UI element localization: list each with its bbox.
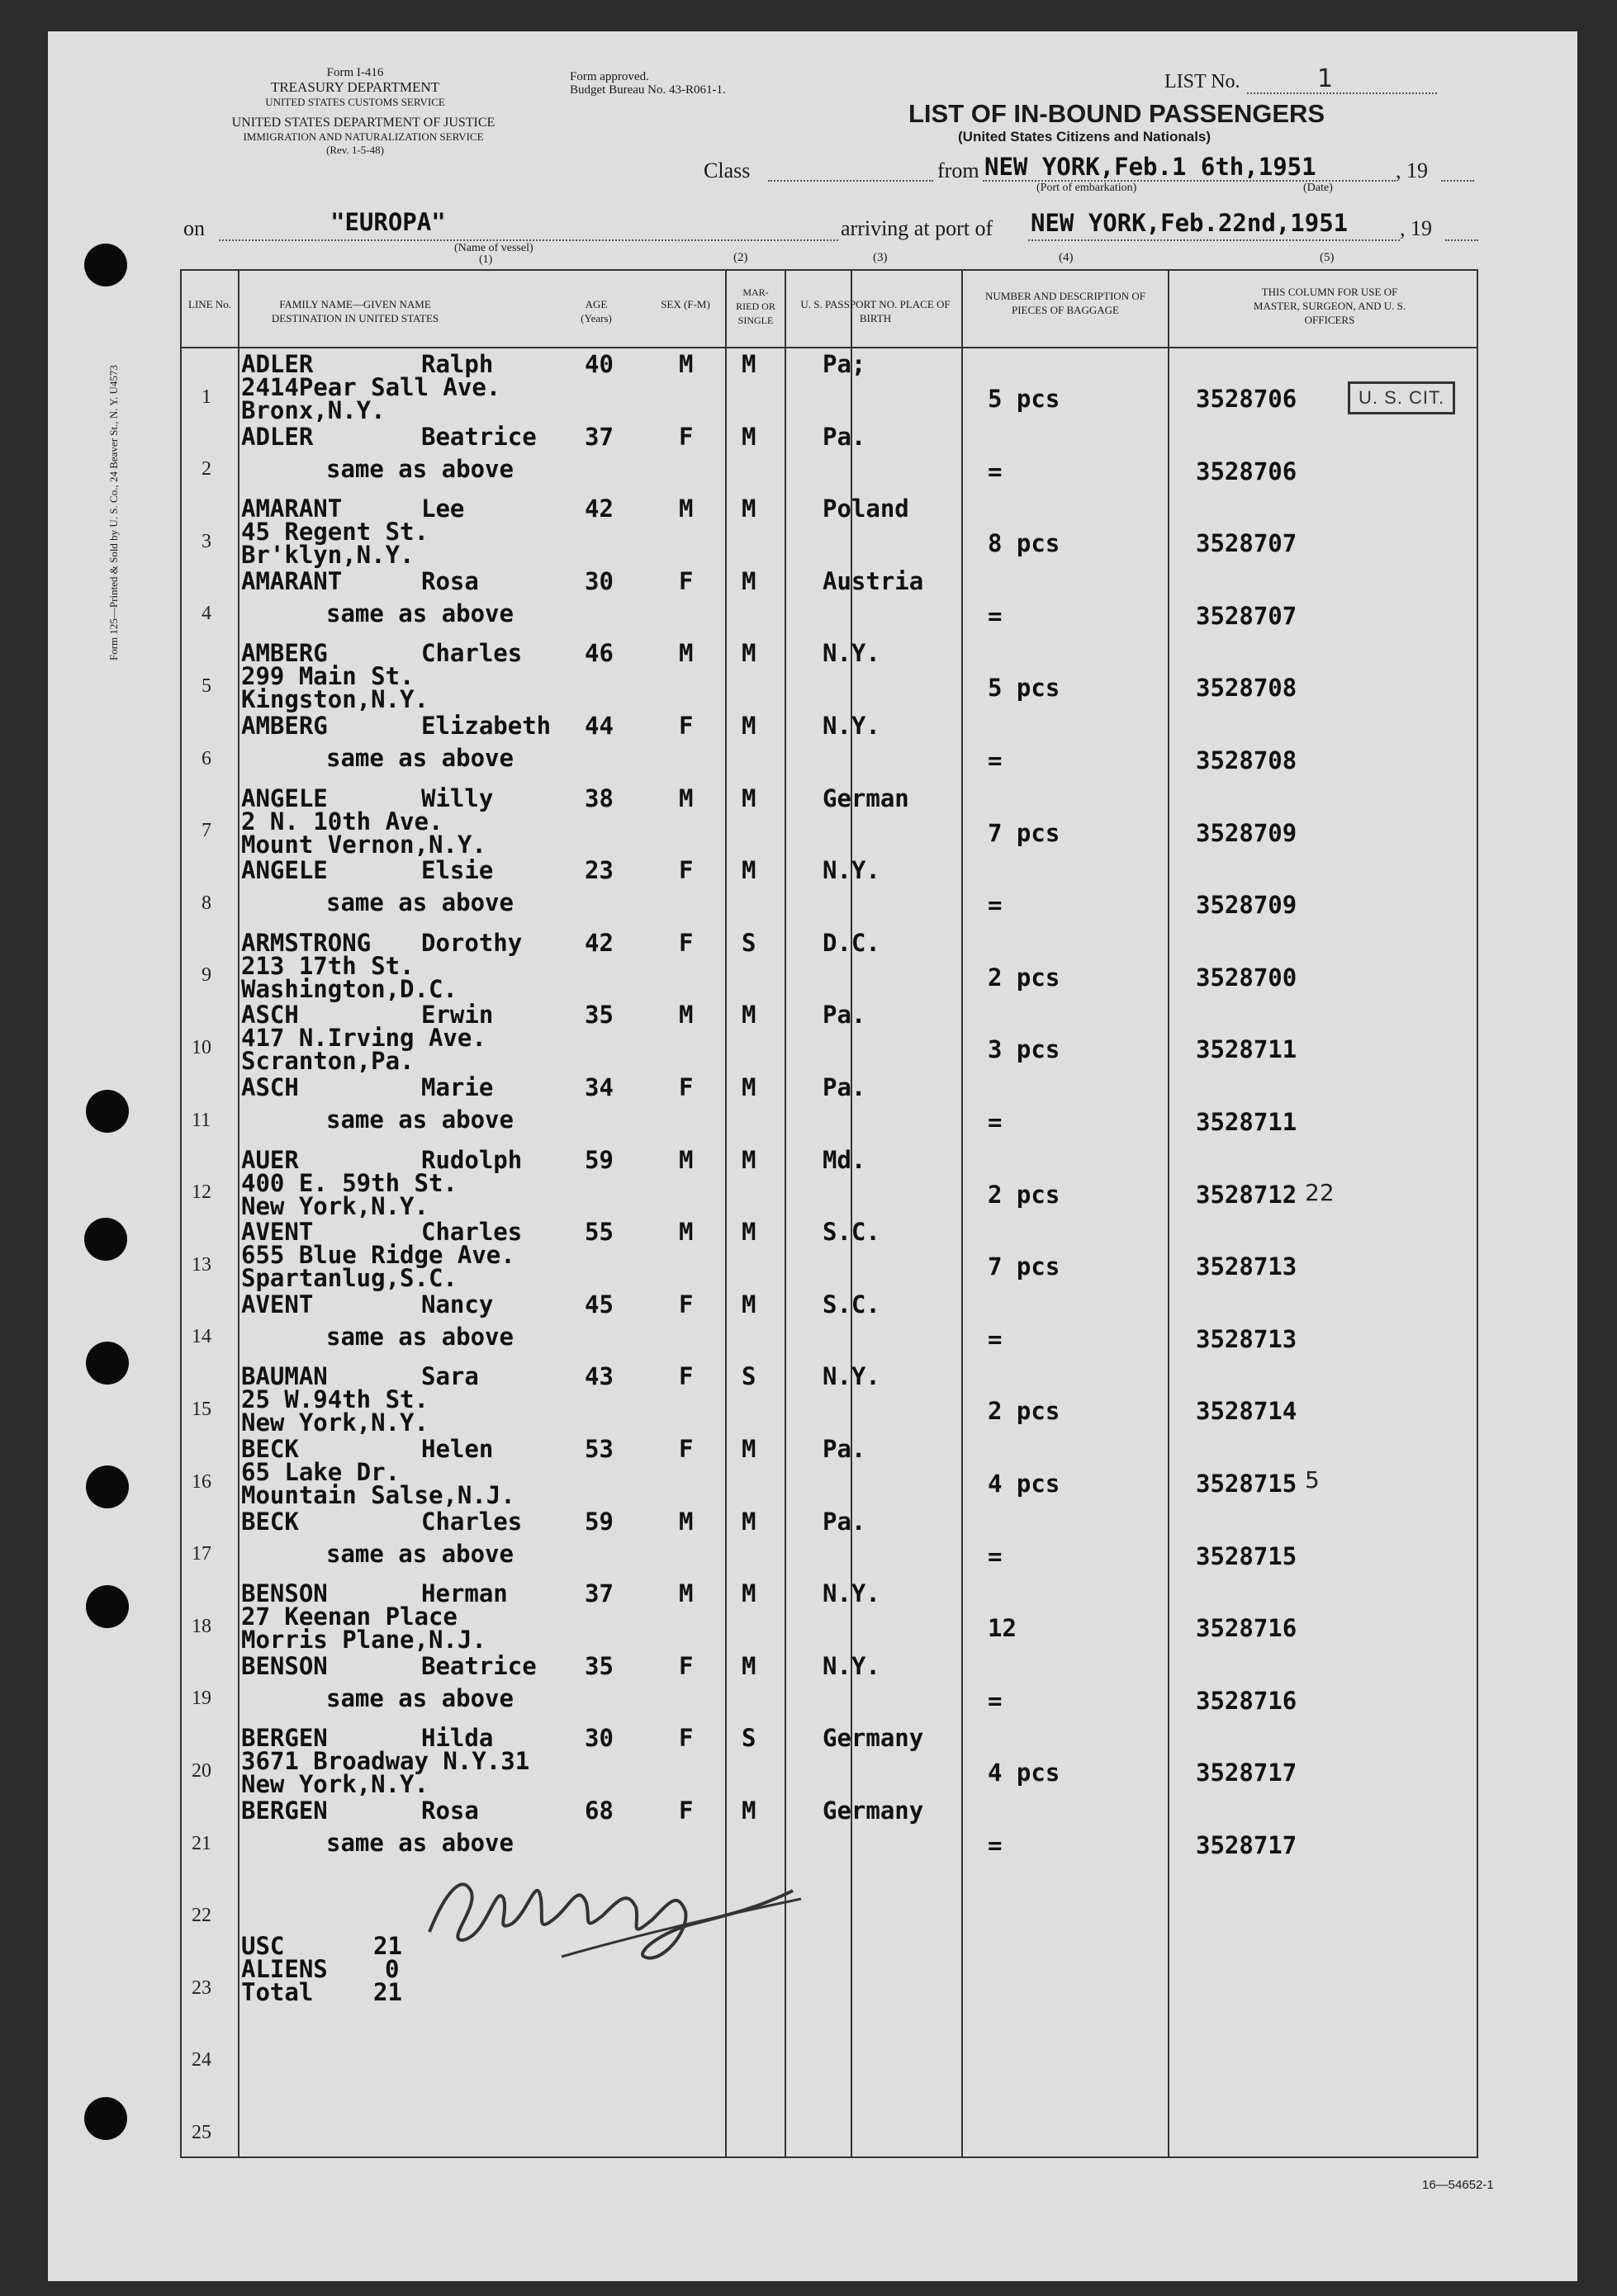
cell-birth: N.Y. bbox=[823, 1651, 880, 1680]
line-number: 7 bbox=[202, 820, 211, 842]
cell-age: 45 bbox=[585, 1290, 614, 1318]
cell-address-line1: 27 Keenan Place bbox=[241, 1602, 458, 1631]
line-number: 24 bbox=[192, 2049, 211, 2071]
cell-address-line2: Morris Plane,N.J. bbox=[241, 1626, 486, 1655]
cell-address-line2: New York,N.Y. bbox=[241, 1408, 429, 1437]
cell-birth: Pa. bbox=[823, 1073, 866, 1101]
cell-age: 37 bbox=[585, 422, 614, 451]
cell-sex: F bbox=[679, 712, 694, 740]
form-revision: (Rev. 1-5-48) bbox=[326, 144, 384, 156]
cell-family: BECK bbox=[241, 1435, 299, 1463]
line-number: 5 bbox=[202, 675, 211, 697]
cell-ms: S bbox=[742, 928, 756, 957]
cell-family: BECK bbox=[241, 1507, 299, 1536]
dept-ins: IMMIGRATION AND NATURALIZATION SERVICE bbox=[243, 130, 484, 143]
cell-family: ASCH bbox=[241, 1073, 299, 1101]
line-number: 4 bbox=[202, 603, 211, 625]
cell-family: BERGEN bbox=[241, 1797, 328, 1825]
cell-address-line1: 417 N.Irving Ave. bbox=[241, 1024, 486, 1053]
cell-sex: M bbox=[679, 1001, 694, 1030]
handwritten-id-suffix: 5 bbox=[1305, 1466, 1320, 1494]
cell-family: ASCH bbox=[241, 1001, 299, 1030]
col-num: (4) bbox=[1059, 251, 1074, 264]
col-header-married: MAR-RIED OR SINGLE bbox=[736, 286, 775, 326]
cell-birth: Germany bbox=[823, 1797, 924, 1825]
cell-officer-id: 3528709 bbox=[1196, 818, 1297, 847]
cell-address-line2: New York,N.Y. bbox=[241, 1191, 429, 1220]
cell-baggage: 5 pcs bbox=[988, 674, 1060, 703]
total-usc-value: 21 bbox=[373, 1932, 402, 1960]
date-caption: (Date) bbox=[1303, 182, 1333, 194]
cell-baggage: 12 bbox=[988, 1614, 1017, 1643]
cell-address-line1: 3671 Broadway N.Y.31 bbox=[241, 1747, 530, 1776]
cell-birth: Pa. bbox=[823, 1001, 866, 1030]
cell-family: AVENT bbox=[241, 1218, 314, 1247]
line-number: 22 bbox=[192, 1905, 211, 1927]
col-num: (5) bbox=[1320, 251, 1335, 264]
cell-birth: Pa; bbox=[823, 350, 866, 378]
line-number: 11 bbox=[192, 1109, 211, 1131]
cell-given: Elsie bbox=[421, 856, 494, 885]
cell-given: Marie bbox=[421, 1073, 494, 1101]
cell-sex: F bbox=[679, 1290, 694, 1318]
cell-address-line1: same as above bbox=[326, 1105, 514, 1134]
cell-ms: M bbox=[742, 422, 756, 451]
cell-age: 35 bbox=[585, 1651, 614, 1680]
cell-officer-id: 3528707 bbox=[1196, 529, 1297, 558]
cell-family: ANGELE bbox=[241, 856, 328, 885]
form-approved: Form approved. bbox=[570, 70, 649, 83]
handwritten-id-suffix: 22 bbox=[1305, 1179, 1335, 1206]
cell-age: 59 bbox=[585, 1507, 614, 1536]
cell-family: ADLER bbox=[241, 350, 314, 378]
cell-birth: N.Y. bbox=[823, 1579, 880, 1608]
cell-family: BENSON bbox=[241, 1579, 328, 1608]
form-number: Form I-416 bbox=[326, 66, 384, 79]
cell-address-line1: 213 17th St. bbox=[241, 951, 415, 980]
cell-address-line1: 2 N. 10th Ave. bbox=[241, 807, 443, 836]
cell-given: Hilda bbox=[421, 1724, 494, 1753]
cell-given: Charles bbox=[421, 1218, 523, 1247]
cell-family: AVENT bbox=[241, 1290, 314, 1318]
port-of-embarkation: NEW YORK,Feb.1 6th,1951 bbox=[984, 153, 1316, 181]
cell-sex: M bbox=[679, 1579, 694, 1608]
cell-address-line1: 25 W.94th St. bbox=[241, 1385, 429, 1414]
cell-given: Beatrice bbox=[421, 1651, 537, 1680]
cell-age: 46 bbox=[585, 639, 614, 668]
cell-sex: M bbox=[679, 1507, 694, 1536]
line-number: 3 bbox=[202, 530, 211, 552]
cell-birth: N.Y. bbox=[823, 1362, 880, 1391]
cell-baggage: = bbox=[988, 457, 1003, 485]
cell-address-line1: same as above bbox=[326, 744, 514, 772]
col-header-age: AGE (Years) bbox=[581, 298, 612, 324]
cell-officer-id: 3528717 bbox=[1196, 1759, 1297, 1787]
cell-family: ADLER bbox=[241, 422, 314, 451]
cell-address-line2: New York,N.Y. bbox=[241, 1770, 429, 1799]
cell-ms: M bbox=[742, 1507, 756, 1536]
cell-baggage: 8 pcs bbox=[988, 529, 1060, 558]
cell-sex: F bbox=[679, 856, 694, 885]
cell-age: 30 bbox=[585, 1724, 614, 1753]
cell-sex: F bbox=[679, 1435, 694, 1463]
cell-ms: M bbox=[742, 495, 756, 523]
col-header-baggage: NUMBER AND DESCRIPTION OF PIECES OF BAGGAGE bbox=[985, 290, 1145, 316]
cell-officer-id: 3528713 bbox=[1196, 1324, 1297, 1353]
cell-birth: Md. bbox=[823, 1145, 866, 1174]
vessel-name: "EUROPA" bbox=[330, 208, 446, 236]
cell-ms: M bbox=[742, 350, 756, 378]
cell-address-line1: same as above bbox=[326, 1322, 514, 1351]
col-num: (3) bbox=[873, 251, 888, 264]
cell-given: Rosa bbox=[421, 1797, 479, 1825]
cell-address-line1: same as above bbox=[326, 1683, 514, 1712]
cell-sex: M bbox=[679, 639, 694, 668]
cell-officer-id: 3528708 bbox=[1196, 746, 1297, 774]
cell-address-line1: 400 E. 59th St. bbox=[241, 1168, 458, 1197]
cell-ms: M bbox=[742, 639, 756, 668]
dept-treasury: TREASURY DEPARTMENT bbox=[270, 79, 440, 95]
col-header-line: LINE No. bbox=[188, 298, 231, 310]
cell-officer-id: 3528711 bbox=[1196, 1108, 1297, 1136]
cell-officer-id: 3528706 bbox=[1196, 457, 1297, 485]
col-header-name: FAMILY NAME—GIVEN NAME DESTINATION IN UNITED STATES bbox=[271, 298, 439, 324]
cell-sex: F bbox=[679, 422, 694, 451]
cell-family: ARMSTRONG bbox=[241, 928, 372, 957]
cell-ms: M bbox=[742, 566, 756, 595]
cell-officer-id: 3528712 bbox=[1196, 1180, 1297, 1209]
line-number: 6 bbox=[202, 747, 211, 769]
cell-age: 37 bbox=[585, 1579, 614, 1608]
cell-family: AMARANT bbox=[241, 495, 343, 523]
year-suffix: , 19 bbox=[1396, 159, 1428, 182]
cell-address-line2: Spartanlug,S.C. bbox=[241, 1264, 458, 1293]
cell-sex: F bbox=[679, 1724, 694, 1753]
punch-hole bbox=[84, 1218, 127, 1261]
cell-baggage: 2 pcs bbox=[988, 1397, 1060, 1426]
cell-age: 44 bbox=[585, 712, 614, 740]
cell-ms: M bbox=[742, 1797, 756, 1825]
cell-ms: M bbox=[742, 1001, 756, 1030]
cell-family: BERGEN bbox=[241, 1724, 328, 1753]
port-embark-caption: (Port of embarkation) bbox=[1036, 182, 1137, 194]
cell-ms: M bbox=[742, 1435, 756, 1463]
cell-given: Sara bbox=[421, 1362, 479, 1391]
cell-baggage: = bbox=[988, 1541, 1003, 1570]
cell-ms: S bbox=[742, 1724, 756, 1753]
total-usc-label: USC bbox=[241, 1932, 285, 1960]
cell-officer-id: 3528713 bbox=[1196, 1252, 1297, 1281]
cell-baggage: = bbox=[988, 1686, 1003, 1715]
cell-birth: Pa. bbox=[823, 422, 866, 451]
us-citizen-stamp: U. S. CIT. bbox=[1348, 381, 1455, 414]
cell-address-line1: 45 Regent St. bbox=[241, 518, 429, 547]
cell-ms: M bbox=[742, 712, 756, 740]
cell-baggage: 4 pcs bbox=[988, 1470, 1060, 1498]
col-num: (2) bbox=[733, 251, 748, 264]
cell-age: 42 bbox=[585, 495, 614, 523]
cell-given: Helen bbox=[421, 1435, 494, 1463]
cell-given: Erwin bbox=[421, 1001, 494, 1030]
col-header-passport: U. S. PASSPORT NO. PLACE OF BIRTH bbox=[800, 298, 951, 324]
line-number: 19 bbox=[192, 1688, 211, 1710]
from-label: from bbox=[937, 159, 979, 182]
line-number: 1 bbox=[202, 386, 211, 408]
cell-address-line1: 655 Blue Ridge Ave. bbox=[241, 1241, 515, 1270]
cell-family: AMBERG bbox=[241, 639, 328, 668]
cell-address-line1: same as above bbox=[326, 1539, 514, 1568]
cell-birth: S.C. bbox=[823, 1290, 880, 1318]
cell-ms: S bbox=[742, 1362, 756, 1391]
cell-sex: M bbox=[679, 350, 694, 378]
cell-address-line2: Bronx,N.Y. bbox=[241, 396, 386, 424]
punch-hole bbox=[84, 2097, 127, 2140]
cell-family: BENSON bbox=[241, 1651, 328, 1680]
line-number: 25 bbox=[192, 2122, 211, 2143]
cell-birth: Germany bbox=[823, 1724, 924, 1753]
line-number: 14 bbox=[192, 1326, 211, 1348]
cell-birth: D.C. bbox=[823, 928, 880, 957]
cell-age: 40 bbox=[585, 350, 614, 378]
cell-age: 34 bbox=[585, 1073, 614, 1101]
cell-officer-id: 3528717 bbox=[1196, 1831, 1297, 1859]
cell-baggage: 2 pcs bbox=[988, 963, 1060, 992]
cell-address-line2: Kingston,N.Y. bbox=[241, 685, 429, 714]
cell-sex: M bbox=[679, 1145, 694, 1174]
cell-birth: Poland bbox=[823, 495, 909, 523]
cell-given: Rosa bbox=[421, 566, 479, 595]
cell-sex: F bbox=[679, 566, 694, 595]
punch-hole bbox=[86, 1585, 129, 1628]
cell-birth: Austria bbox=[823, 566, 924, 595]
punch-hole bbox=[84, 244, 127, 286]
cell-ms: M bbox=[742, 1651, 756, 1680]
cell-sex: F bbox=[679, 928, 694, 957]
total-total-value: 21 bbox=[373, 1978, 402, 2006]
cell-ms: M bbox=[742, 856, 756, 885]
cell-baggage: 7 pcs bbox=[988, 1252, 1060, 1281]
cell-ms: M bbox=[742, 1145, 756, 1174]
cell-officer-id: 3528716 bbox=[1196, 1686, 1297, 1715]
punch-hole bbox=[86, 1090, 129, 1133]
cell-officer-id: 3528706 bbox=[1196, 385, 1297, 413]
cell-birth: S.C. bbox=[823, 1218, 880, 1247]
cell-baggage: = bbox=[988, 891, 1003, 920]
cell-sex: M bbox=[679, 495, 694, 523]
document-subtitle: (United States Citizens and Nationals) bbox=[958, 129, 1212, 144]
cell-family: AUER bbox=[241, 1145, 299, 1174]
cell-ms: M bbox=[742, 1579, 756, 1608]
line-number: 2 bbox=[202, 458, 211, 481]
cell-sex: F bbox=[679, 1073, 694, 1101]
cell-age: 43 bbox=[585, 1362, 614, 1391]
cell-given: Charles bbox=[421, 1507, 523, 1536]
class-label: Class bbox=[704, 159, 751, 182]
punch-hole bbox=[86, 1342, 129, 1385]
cell-ms: M bbox=[742, 1218, 756, 1247]
cell-sex: M bbox=[679, 1218, 694, 1247]
line-number: 10 bbox=[192, 1037, 211, 1058]
cell-baggage: 4 pcs bbox=[988, 1759, 1060, 1787]
list-no-label: LIST No. bbox=[1164, 71, 1240, 92]
cell-baggage: 7 pcs bbox=[988, 818, 1060, 847]
col-header-sex: SEX (F-M) bbox=[661, 298, 710, 310]
cell-age: 53 bbox=[585, 1435, 614, 1463]
cell-baggage: = bbox=[988, 1831, 1003, 1859]
cell-age: 35 bbox=[585, 1001, 614, 1030]
cell-officer-id: 3528714 bbox=[1196, 1397, 1297, 1426]
vessel-caption-no: (1) bbox=[479, 253, 493, 266]
budget-bureau: Budget Bureau No. 43-R061-1. bbox=[570, 83, 726, 97]
cell-sex: F bbox=[679, 1797, 694, 1825]
cell-ms: M bbox=[742, 1290, 756, 1318]
punch-hole bbox=[86, 1465, 129, 1508]
line-number: 12 bbox=[192, 1181, 211, 1204]
list-no-value: 1 bbox=[1317, 64, 1334, 93]
line-number: 20 bbox=[192, 1760, 211, 1782]
cell-baggage: 3 pcs bbox=[988, 1035, 1060, 1064]
line-number: 13 bbox=[192, 1253, 211, 1276]
cell-given: Rudolph bbox=[421, 1145, 523, 1174]
arriving-label: arriving at port of bbox=[841, 216, 993, 240]
cell-address-line2: Scranton,Pa. bbox=[241, 1047, 415, 1076]
cell-given: Dorothy bbox=[421, 928, 523, 957]
cell-given: Charles bbox=[421, 639, 523, 668]
cell-family: ANGELE bbox=[241, 783, 328, 812]
on-label: on bbox=[183, 216, 205, 240]
line-number: 21 bbox=[192, 1832, 211, 1854]
vessel-caption: (Name of vessel) bbox=[454, 242, 533, 254]
cell-address-line1: 299 Main St. bbox=[241, 662, 415, 691]
signature bbox=[413, 1841, 809, 1973]
cell-baggage: = bbox=[988, 746, 1003, 774]
total-aliens-value: 0 bbox=[385, 1955, 400, 1983]
cell-given: Willy bbox=[421, 783, 494, 812]
cell-baggage: = bbox=[988, 601, 1003, 630]
cell-officer-id: 3528711 bbox=[1196, 1035, 1297, 1064]
cell-officer-id: 3528700 bbox=[1196, 963, 1297, 992]
cell-address-line1: 2414Pear Sall Ave. bbox=[241, 373, 501, 401]
cell-address-line2: Br'klyn,N.Y. bbox=[241, 541, 415, 570]
cell-given: Herman bbox=[421, 1579, 508, 1608]
cell-age: 42 bbox=[585, 928, 614, 957]
cell-birth: Pa. bbox=[823, 1507, 866, 1536]
cell-age: 59 bbox=[585, 1145, 614, 1174]
cell-given: Elizabeth bbox=[421, 712, 552, 740]
line-number: 18 bbox=[192, 1615, 211, 1637]
cell-officer-id: 3528707 bbox=[1196, 601, 1297, 630]
cell-address-line1: same as above bbox=[326, 888, 514, 917]
line-number: 23 bbox=[192, 1976, 211, 1999]
cell-birth: N.Y. bbox=[823, 639, 880, 668]
cell-given: Beatrice bbox=[421, 422, 537, 451]
cell-sex: F bbox=[679, 1362, 694, 1391]
cell-address-line1: 65 Lake Dr. bbox=[241, 1458, 401, 1486]
document-title: LIST OF IN-BOUND PASSENGERS bbox=[908, 99, 1325, 128]
cell-ms: M bbox=[742, 1073, 756, 1101]
cell-officer-id: 3528716 bbox=[1196, 1614, 1297, 1643]
cell-age: 55 bbox=[585, 1218, 614, 1247]
line-number: 16 bbox=[192, 1470, 211, 1493]
line-number: 8 bbox=[202, 892, 211, 914]
cell-age: 23 bbox=[585, 856, 614, 885]
line-number: 9 bbox=[202, 964, 211, 987]
cell-officer-id: 3528715 bbox=[1196, 1470, 1297, 1498]
line-number: 17 bbox=[192, 1543, 211, 1565]
cell-family: BAUMAN bbox=[241, 1362, 328, 1391]
cell-birth: Pa. bbox=[823, 1435, 866, 1463]
side-printer-note: Form 125—Printed & Sold by U. S. Co., 24 Beaver St., N. Y. U4573 bbox=[107, 365, 120, 660]
cell-officer-id: 3528709 bbox=[1196, 891, 1297, 920]
cell-birth: German bbox=[823, 783, 909, 812]
col-header-officers: THIS COLUMN FOR USE OF MASTER, SURGEON, AND U. S. OFFICERS bbox=[1253, 286, 1406, 326]
cell-baggage: 2 pcs bbox=[988, 1180, 1060, 1209]
cell-address-line1: same as above bbox=[326, 454, 514, 483]
cell-ms: M bbox=[742, 783, 756, 812]
cell-officer-id: 3528715 bbox=[1196, 1541, 1297, 1570]
cell-age: 68 bbox=[585, 1797, 614, 1825]
cell-address-line1: same as above bbox=[326, 1829, 514, 1857]
footer-code: 16—54652-1 bbox=[1422, 2178, 1494, 2192]
line-number: 15 bbox=[192, 1399, 211, 1420]
cell-given: Lee bbox=[421, 495, 465, 523]
cell-officer-id: 3528708 bbox=[1196, 674, 1297, 703]
cell-baggage: = bbox=[988, 1324, 1003, 1353]
cell-birth: N.Y. bbox=[823, 712, 880, 740]
cell-baggage: 5 pcs bbox=[988, 385, 1060, 413]
cell-address-line2: Washington,D.C. bbox=[241, 974, 458, 1003]
cell-given: Nancy bbox=[421, 1290, 494, 1318]
cell-family: AMBERG bbox=[241, 712, 328, 740]
cell-family: AMARANT bbox=[241, 566, 343, 595]
total-total-label: Total bbox=[241, 1978, 314, 2006]
cell-birth: N.Y. bbox=[823, 856, 880, 885]
dept-customs: UNITED STATES CUSTOMS SERVICE bbox=[265, 96, 445, 108]
total-aliens-label: ALIENS bbox=[241, 1955, 328, 1983]
cell-age: 30 bbox=[585, 566, 614, 595]
cell-baggage: = bbox=[988, 1108, 1003, 1136]
dept-justice: UNITED STATES DEPARTMENT OF JUSTICE bbox=[231, 116, 496, 130]
year-suffix: , 19 bbox=[1400, 216, 1432, 240]
cell-address-line2: Mountain Salse,N.J. bbox=[241, 1481, 515, 1509]
cell-sex: M bbox=[679, 783, 694, 812]
cell-given: Ralph bbox=[421, 350, 494, 378]
cell-address-line2: Mount Vernon,N.Y. bbox=[241, 830, 486, 859]
cell-sex: F bbox=[679, 1651, 694, 1680]
cell-age: 38 bbox=[585, 783, 614, 812]
port-of-arrival: NEW YORK,Feb.22nd,1951 bbox=[1031, 209, 1349, 237]
cell-address-line1: same as above bbox=[326, 599, 514, 627]
